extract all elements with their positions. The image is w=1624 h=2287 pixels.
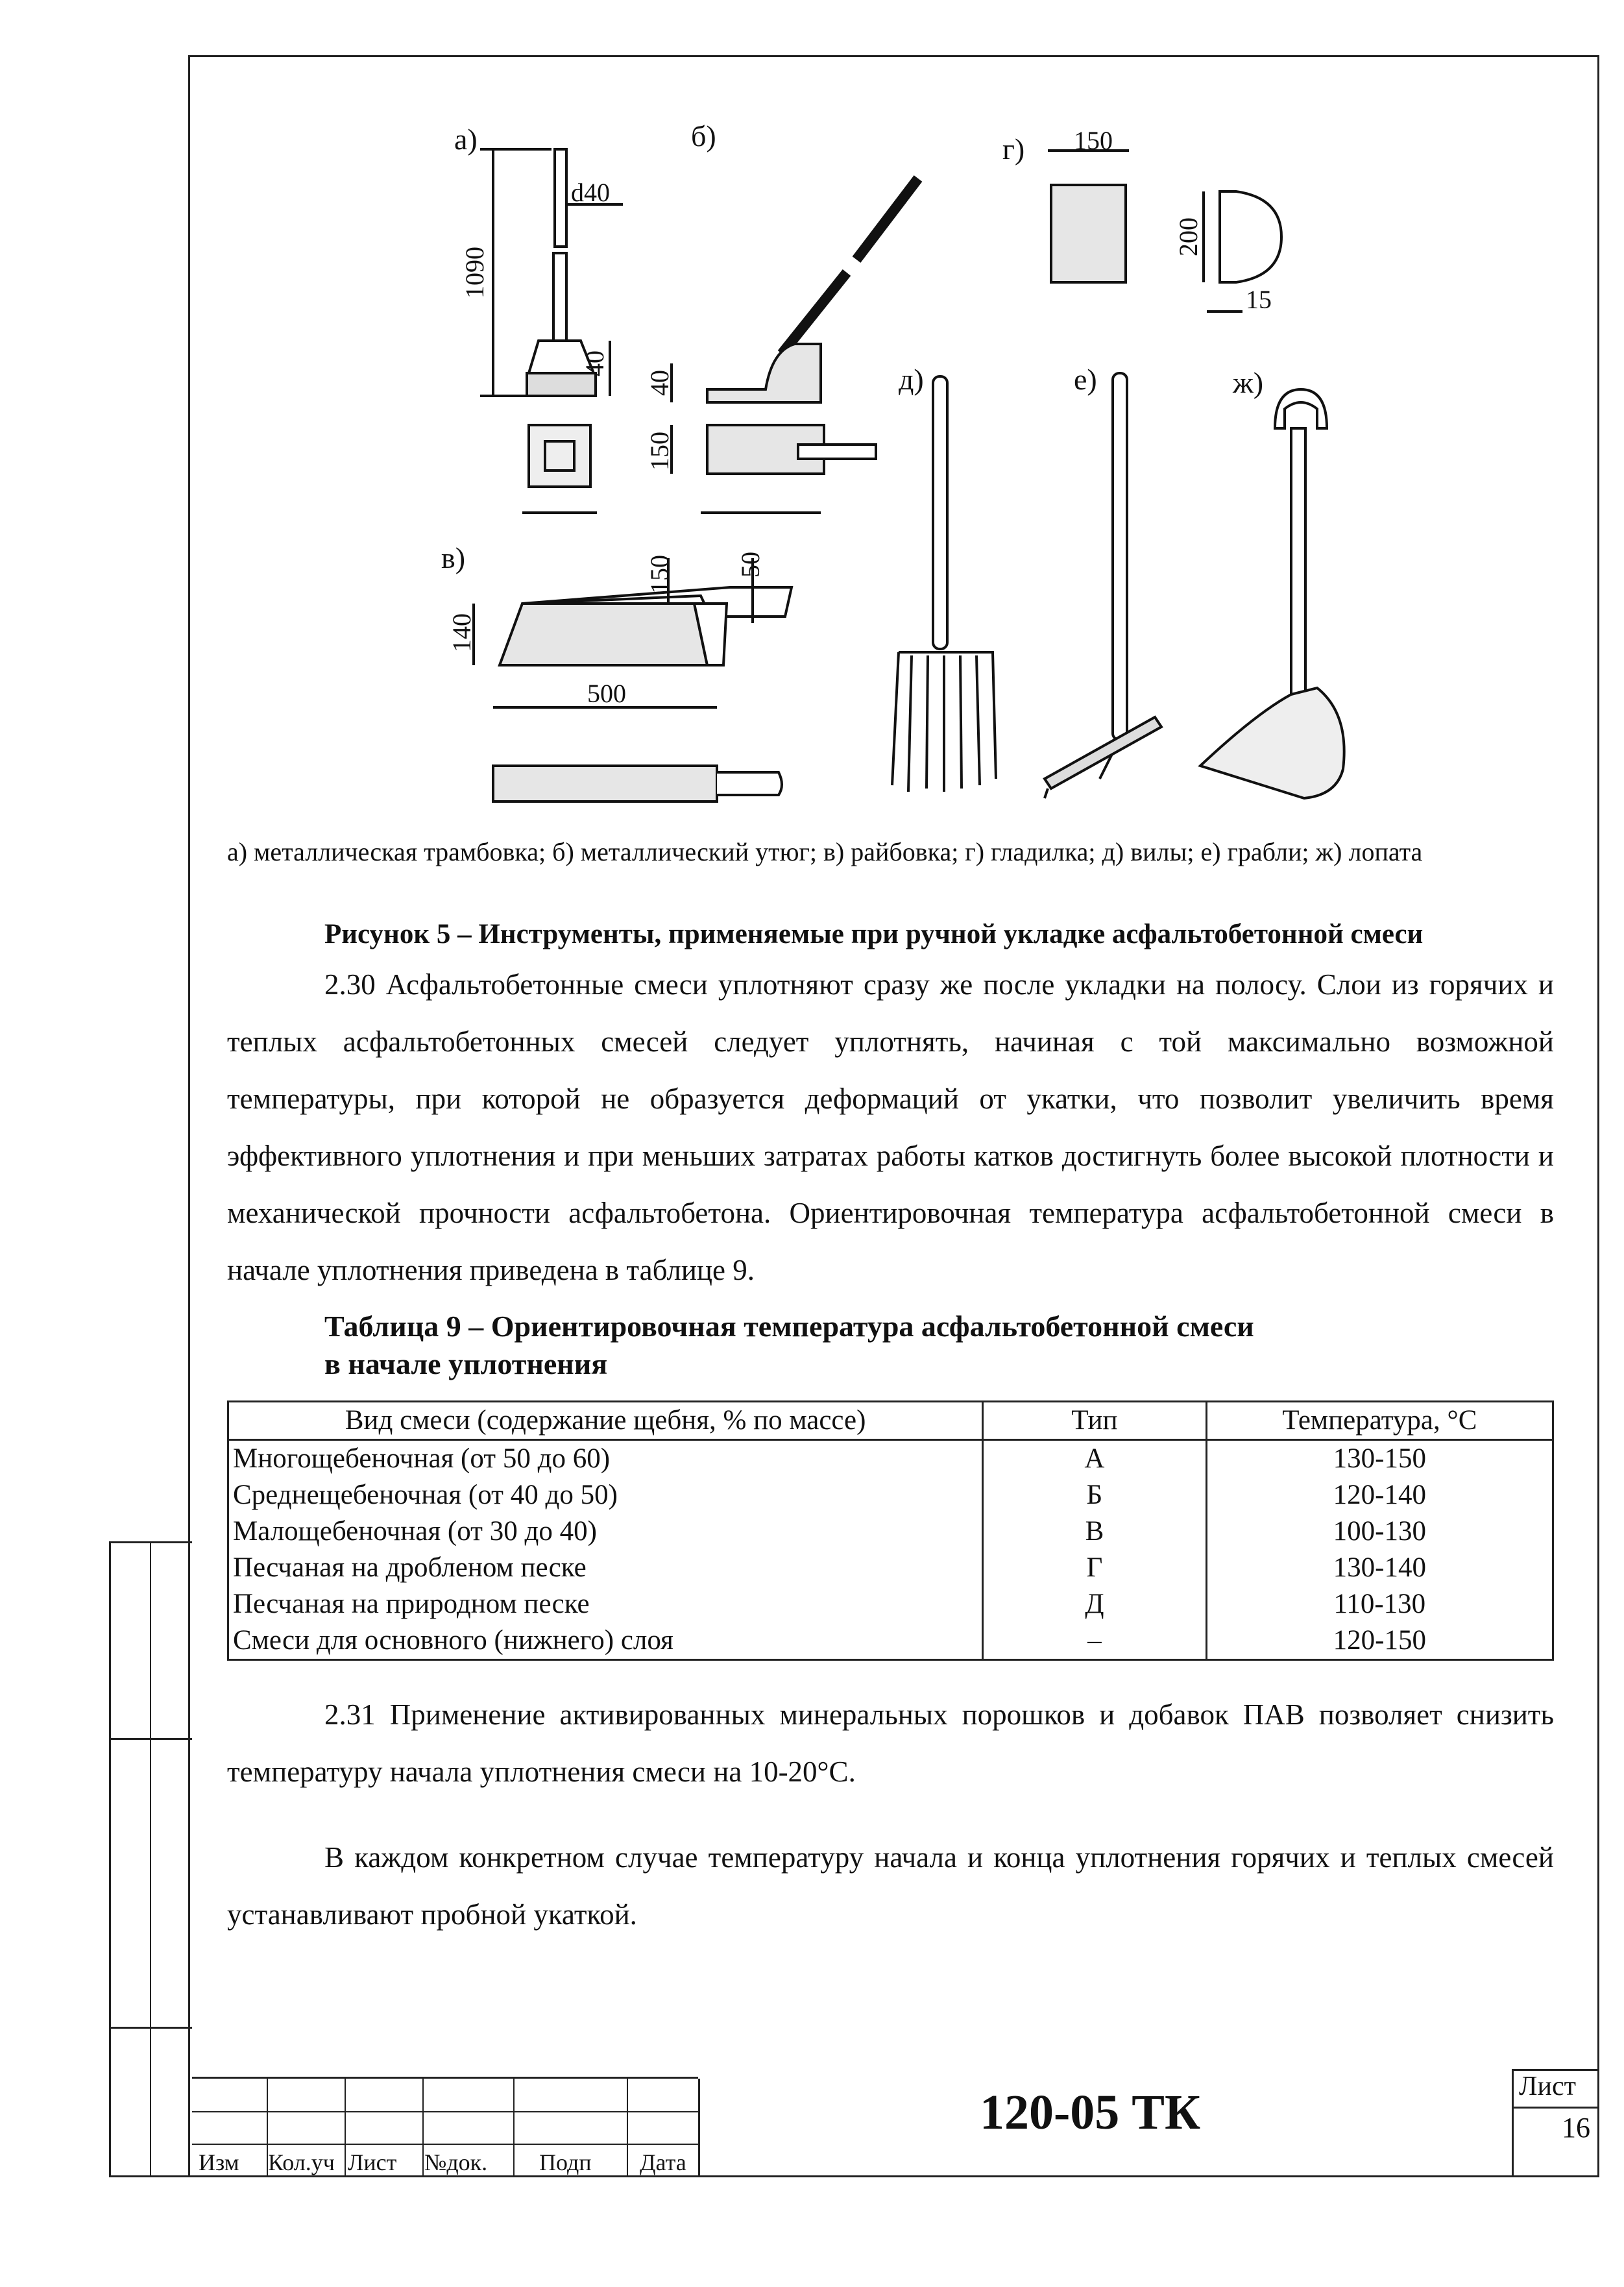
rake-drawing <box>1045 373 1161 798</box>
figure-caption: а) металлическая трамбовка; б) металлический утюг; в) райбовка; г) гладилка; д) вилы; е) грабли; ж) лопата <box>227 837 1423 866</box>
mix-type: Малощебеночная (от 30 до 40) <box>228 1513 983 1550</box>
paragraph-final: В каждом конкретном случае температуру начала и конца уплотнения горячих и теплых смесей устанавливают пробной укаткой. <box>227 1841 1554 1931</box>
table-title-line2: в начале уплотнения <box>324 1347 608 1380</box>
temperature: 120-140 <box>1206 1477 1553 1513</box>
svg-text:140: 140 <box>447 613 476 652</box>
svg-text:е): е) <box>1074 363 1097 396</box>
stamp-col-label: Лист <box>348 2149 397 2175</box>
temperature: 120-150 <box>1206 1622 1553 1660</box>
svg-text:150: 150 <box>645 555 674 594</box>
svg-text:50: 50 <box>736 552 765 578</box>
table-row <box>228 1440 1553 1478</box>
figure-title: Рисунок 5 – Инструменты, применяемые при ручной укладке асфальтобетонной смеси <box>324 919 1424 949</box>
mix-type: Песчаная на природном песке <box>228 1586 983 1622</box>
type-code: Б <box>983 1477 1206 1513</box>
iron-drawing <box>672 178 918 513</box>
mix-type: Смеси для основного (нижнего) слоя <box>228 1622 983 1660</box>
paragraph-2-30: 2.30 Асфальтобетонные смеси уплотняют сразу же после укладки на полосу. Слои из горячих и теплых асфальтобетонных смесей следует уплотнять, начиная с той максимально возможной температуры, при которой не образуется деформаций от укатки, что позволит увеличить время эффективного уплотнения и при меньших затратах работы катков достигнуть более высокой плотности и механической прочности асфальтобетона. Ориентировочная температура асфальтобетонной смеси в начале уплотнения приведена в таблице 9. <box>227 968 1554 1286</box>
type-code: Г <box>983 1550 1206 1586</box>
svg-text:15: 15 <box>1246 285 1272 314</box>
stamp-col-label: Кол.уч <box>268 2149 335 2175</box>
table-header: Тип <box>983 1402 1206 1440</box>
svg-text:а): а) <box>454 123 478 156</box>
mix-type: Среднещебеночная (от 40 до 50) <box>228 1477 983 1513</box>
table-row <box>228 1477 1553 1513</box>
svg-text:150: 150 <box>1074 126 1113 155</box>
table-title-line1: Таблица 9 – Ориентировочная температура асфальтобетонной смеси <box>324 1310 1254 1343</box>
temperature-table <box>227 1400 1554 1661</box>
svg-text:г): г) <box>1002 132 1025 165</box>
mix-type: Песчаная на дробленом песке <box>228 1550 983 1586</box>
paragraph-2-31: 2.31 Применение активированных минеральных порошков и добавок ПАВ позволяет снизить температуру начала уплотнения смеси на 10-20°С. <box>227 1698 1554 1788</box>
svg-text:в): в) <box>441 541 466 574</box>
svg-text:40: 40 <box>645 370 674 396</box>
svg-text:ж): ж) <box>1233 366 1264 399</box>
temperature: 130-140 <box>1206 1550 1553 1586</box>
raibovka-drawing <box>474 558 792 801</box>
svg-text:д): д) <box>899 363 924 396</box>
title-block <box>192 2077 1597 2175</box>
shovel-drawing <box>1200 389 1344 798</box>
type-code: – <box>983 1622 1206 1660</box>
table-row <box>228 1513 1553 1550</box>
stamp-col-label: Дата <box>640 2149 686 2175</box>
svg-text:1090: 1090 <box>460 247 489 299</box>
table-row <box>228 1550 1553 1586</box>
sheet-label: Лист <box>1519 2072 1576 2101</box>
type-code: А <box>983 1440 1206 1478</box>
table-title <box>324 1308 1254 1383</box>
table-row <box>228 1586 1553 1622</box>
stamp-col-label: №док. <box>424 2149 488 2175</box>
temperature: 130-150 <box>1206 1440 1553 1478</box>
temperature: 110-130 <box>1206 1586 1553 1622</box>
svg-text:500: 500 <box>587 679 626 708</box>
table-header: Температура, °С <box>1206 1402 1553 1440</box>
document-code: 120-05 ТК <box>980 2085 1201 2140</box>
temperature: 100-130 <box>1206 1513 1553 1550</box>
stamp-col-label: Подп <box>539 2149 592 2175</box>
sheet-number: 16 <box>1562 2112 1590 2144</box>
svg-text:150: 150 <box>645 432 674 471</box>
svg-text:200: 200 <box>1174 217 1203 256</box>
stamp-col-label: Изм <box>199 2149 239 2175</box>
mix-type: Многощебеночная (от 50 до 60) <box>228 1440 983 1478</box>
sheet-box <box>1512 2069 1599 2175</box>
type-code: В <box>983 1513 1206 1550</box>
tools-figure <box>0 0 1624 844</box>
svg-text:d40: d40 <box>571 178 610 207</box>
table-row <box>228 1622 1553 1660</box>
svg-text:б): б) <box>691 119 716 153</box>
table-header: Вид смеси (содержание щебня, % по массе) <box>228 1402 983 1440</box>
type-code: Д <box>983 1586 1206 1622</box>
fork-drawing <box>892 376 996 792</box>
binding-strip <box>109 1541 192 2177</box>
svg-text:40: 40 <box>580 350 609 376</box>
